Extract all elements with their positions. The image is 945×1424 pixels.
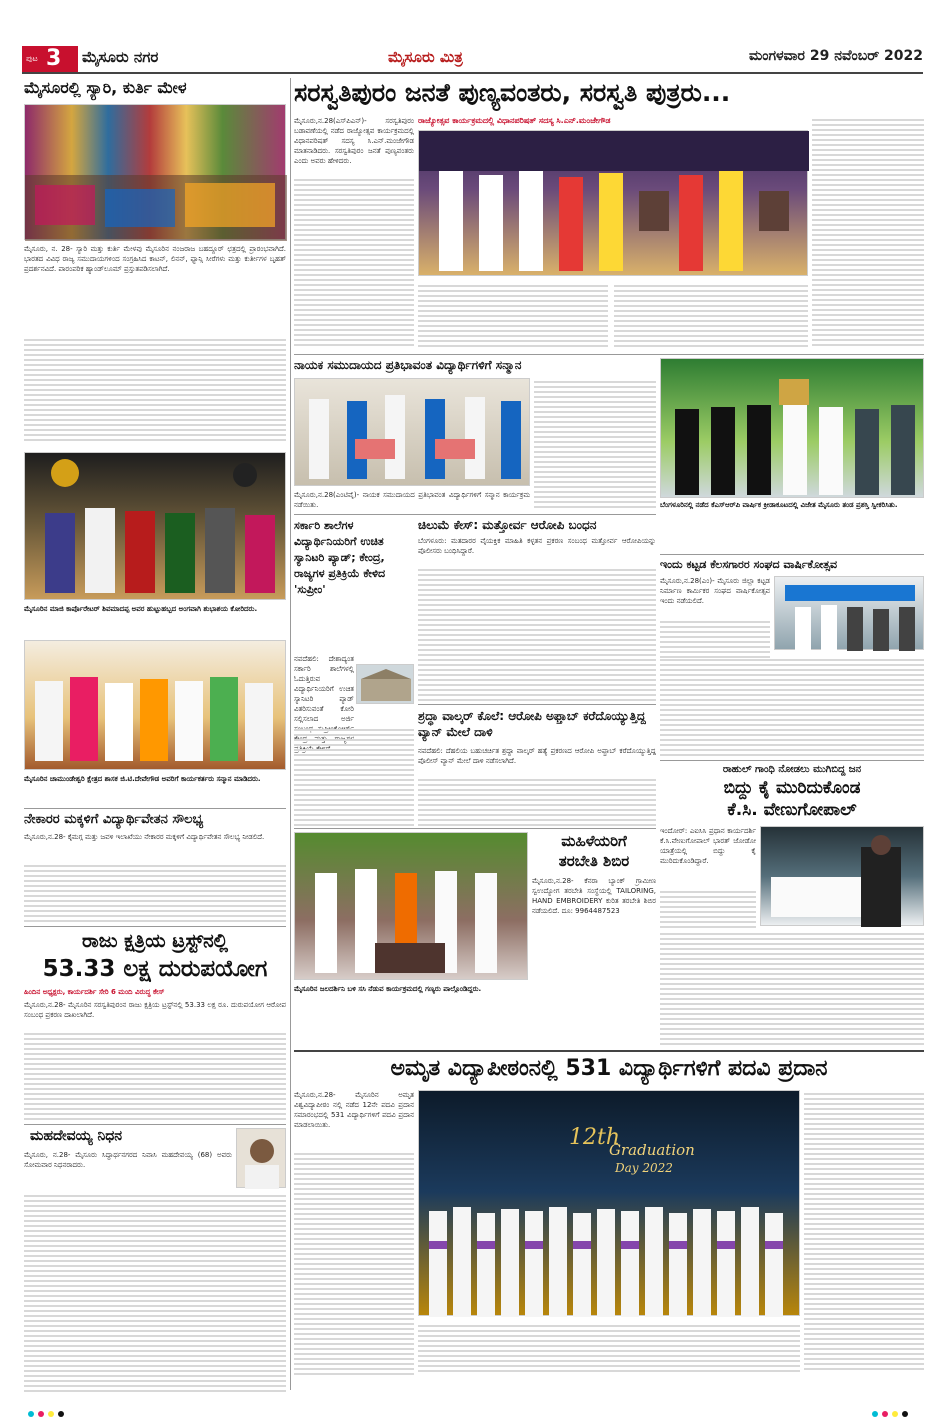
nayaka-body-continued [534, 378, 656, 510]
rule-amrita [294, 1050, 924, 1052]
masthead: ಮೈಸೂರು ಮಿತ್ರ [388, 48, 463, 66]
mahadevaiah-body: ಮೈಸೂರು, ನ.28- ಮೈಸೂರು ಸಿದ್ಧಾರ್ಥನಗರದ ನಿವಾಸಿ ಮಹದೇವಯ್ಯ (68) ಅವರು ಸೋಮವಾರ ನಿಧನರಾದರು. [24, 1151, 232, 1169]
graduation-banner-2: Graduation [609, 1141, 695, 1159]
building-body-continued-2 [660, 656, 924, 756]
nekara-body-continued [24, 862, 286, 922]
building-body-continued [660, 618, 770, 658]
felicitation-photo [24, 640, 286, 770]
mahila-headline-2: ತರಬೇತಿ ಶಿಬಿರ [558, 852, 630, 870]
shraddha-body-continued [418, 776, 656, 826]
saree-body: ಮೈಸೂರು, ನ. 28- ಸ್ಯಾರಿ ಮತ್ತು ಕುರ್ತಿ ಮೇಳವು ಮೈಸೂರಿನ ನಂಜರಾಜ ಬಹದ್ದೂರ್ ಛತ್ರದಲ್ಲಿ ಪ್ರಾರಂಭವಾಗಿದೆ. ಭಾರತದ ವಿವಿಧ ರಾಜ್ಯ ಸಮುದಾಯಗಳಿಂದ ಸಂಗ್ರಹಿಸಿದ ಕಾಟನ್, ಲಿನನ್, ಫ್ಯಾನ್ಸಿ ಸೀರೆಗಳು ಮತ್ತು ಕುರ್ತೀಗಳ ಬೃಹತ್ ಪ್ರದರ್ಶನವಿದೆ. ಪಾರಂಪರಿಕ ಹ್ಯಾಂಡ್‌ಲೂಮ್ ಪ್ರಸ್ತುತಪಡಿಸಲಾಗಿದೆ. [24, 245, 286, 273]
tree-event-photo [294, 832, 528, 980]
column-rule [290, 78, 291, 1390]
saree-headline: ಮೈಸೂರಲ್ಲಿ ಸ್ಯಾರಿ, ಕುರ್ತಿ ಮೇಳ [24, 78, 187, 97]
page-label: ಪುಟ [26, 54, 38, 63]
graduation-photo [418, 1090, 800, 1316]
amrita-col-bottom [418, 1322, 800, 1376]
page-number: 3 [46, 46, 62, 71]
saraswathipuram-subhead: ರಾಜ್ಯೋತ್ಸವ ಕಾರ್ಯಕ್ರಮದಲ್ಲಿ ವಿಧಾನಪರಿಷತ್ ಸದಸ್ಯ ಸಿ.ಎನ್.ಮಂಜೇಗೌಡ [418, 116, 611, 125]
section-title: ಮೈಸೂರು ನಗರ [82, 48, 159, 66]
rahul-headline-2: ಬಿದ್ದು ಕೈ ಮುರಿದುಕೊಂಡ [723, 778, 861, 798]
birthday-caption: ಮೈಸೂರಿನ ಮಾಜಿ ಕಾರ್ಪೊರೇಟರ್ ಶಿವಮಾದಪ್ಪ ಅವರ ಹುಟ್ಟುಹಬ್ಬದ ಅಂಗವಾಗಿ ಶುಭಾಶಯ ಕೋರಿದರು. [24, 605, 258, 613]
rahul-headline-3: ಕೆ.ಸಿ. ವೇಣುಗೋಪಾಲ್ [727, 800, 857, 820]
nayaka-headline: ನಾಯಕ ಸಮುದಾಯದ ಪ್ರತಿಭಾವಂತ ವಿದ್ಯಾರ್ಥಿಗಳಿಗೆ ಸನ್ಮಾನ [294, 358, 522, 372]
issue-date: ಮಂಗಳವಾರ 29 ನವೆಂಬರ್ 2022 [748, 48, 923, 64]
raju-subhead: ಹಿಂದಿನ ಅಧ್ಯಕ್ಷರು, ಕಾರ್ಯದರ್ಶಿ ಸೇರಿ 6 ಮಂದಿ ವಿರುದ್ಧ ಕೇಸ್ [24, 988, 165, 996]
nekara-headline: ನೇಕಾರರ ಮಕ್ಕಳಿಗೆ ವಿದ್ಯಾರ್ಥಿವೇತನ ಸೌಲಭ್ಯ [24, 812, 204, 827]
rahul-body-continued [660, 888, 756, 928]
supreme-court-photo [356, 664, 414, 704]
tree-event-caption: ಮೈಸೂರಿನ ಜಲದರ್ಶಿನಿ ಬಳಿ ಸಸಿ ನೆಡುವ ಕಾರ್ಯಕ್ರಮದಲ್ಲಿ ಗಣ್ಯರು ಪಾಲ್ಗೊಂಡಿದ್ದರು. [294, 985, 482, 993]
rule-left-3 [24, 1124, 286, 1125]
mahadevaiah-headline: ಮಹದೇವಯ್ಯ ನಿಧನ [30, 1128, 123, 1144]
rahul-body-continued-2 [660, 930, 924, 1046]
saraswathipuram-col3 [614, 282, 808, 350]
mahadevaiah-body-continued [24, 1192, 286, 1392]
chilume-body-continued [418, 566, 656, 702]
print-registration-marks [26, 1404, 86, 1414]
raju-body-continued [24, 1030, 286, 1120]
raju-body: ಮೈಸೂರು,ನ.28- ಮೈಸೂರಿನ ಸರಸ್ವತಿಪುರಂನ ರಾಜು ಕ್ಷತ್ರಿಯ ಟ್ರಸ್ಟ್‌ನಲ್ಲಿ 53.33 ಲಕ್ಷ ರೂ. ದುರುಪಯೋಗ ಆರೋಪ ಸಂಬಂಧ ಪ್ರಕರಣ ದಾಖಲಾಗಿದೆ. [24, 1001, 286, 1019]
chilume-body: ಬೆಂಗಳೂರು: ಮತದಾರರ ವೈಯಕ್ತಿಕ ಮಾಹಿತಿ ಕಳ್ಳತನ ಪ್ರಕರಣ ಸಂಬಂಧ ಮತ್ತೋರ್ವ ಆರೋಪಿಯನ್ನು ಪೊಲೀಸರು ಬಂಧಿಸಿದ್ದಾರೆ. [418, 537, 656, 555]
raju-headline-2: 53.33 ಲಕ್ಷ ದುರುಪಯೋಗ [42, 956, 268, 982]
sports-caption: ಬೆಂಗಳೂರಿನಲ್ಲಿ ನಡೆದ ಕೆಎಸ್‌ಆರ್‌ಪಿ ವಾರ್ಷಿಕ ಕ್ರೀಡಾಕೂಟದಲ್ಲಿ ವಿಜೇತ ಮೈಸೂರು ತಂಡ ಪ್ರಶಸ್ತಿ ಸ್ವೀಕರಿಸಿತು. [660, 501, 898, 509]
header-rule [22, 72, 923, 74]
building-headline: ಇಂದು ಕಟ್ಟಡ ಕೆಲಸಗಾರರ ಸಂಘದ ವಾರ್ಷಿಕೋತ್ಸವ [660, 558, 838, 571]
building-body: ಮೈಸೂರು,ನ.28(ಎಂ)- ಮೈಸೂರು ಜಿಲ್ಲಾ ಕಟ್ಟಡ ನಿರ್ಮಾಣ ಕಾರ್ಮಿಕರ ಸಂಘದ ವಾರ್ಷಿಕೋತ್ಸವ ಇಂದು ನಡೆಯಲಿದೆ. [660, 577, 770, 605]
rule-left-2 [24, 926, 286, 927]
rule-left-1 [24, 808, 286, 809]
rule-mid-3 [418, 704, 656, 705]
shraddha-body: ನವದೆಹಲಿ: ದೆಹಲಿಯ ಬಹುಚರ್ಚಿತ ಶ್ರದ್ಧಾ ವಾಲ್ಕರ್ ಹತ್ಯೆ ಪ್ರಕರಣದ ಆರೋಪಿ ಅಫ್ತಾಬ್ ಕರೆದೊಯ್ಯುತ್ತಿದ್ದ ಪೊಲೀಸ್ ವ್ಯಾನ್ ಮೇಲೆ ದಾಳಿ ನಡೆಸಲಾಗಿದೆ. [418, 747, 656, 765]
supreme-body: ನವದೆಹಲಿ: ದೇಶಾದ್ಯಂತ ಸರ್ಕಾರಿ ಶಾಲೆಗಳಲ್ಲಿ ಓದುತ್ತಿರುವ ವಿದ್ಯಾರ್ಥಿನಿಯರಿಗೆ ಉಚಿತ ಸ್ಯಾನಿಟರಿ ಪ್ಯಾಡ್ ವಿತರಿಸುವಂತೆ ಕೋರಿ ಸಲ್ಲಿಸಲಾದ ಅರ್ಜಿ [294, 655, 354, 723]
saraswathipuram-body: ಮೈಸೂರು,ನ.28(ಎಸ್‌ಪಿಎನ್)- ಸರಸ್ವತಿಪುರಂ ಬಡಾವಣೆಯಲ್ಲಿ ನಡೆದ ರಾಜ್ಯೋತ್ಸವ ಕಾರ್ಯಕ್ರಮದಲ್ಲಿ ವಿಧಾನಪರಿಷತ್ ಸದಸ್ಯ ಸಿ.ಎನ್.ಮಂಜೇಗೌಡ ಮಾತನಾಡಿದರು. ಸರಸ್ವತಿಪುರಂ ಜನತೆ ಪುಣ್ಯವಂತರು ಎಂದು ಅವರು ಹೇಳಿದರು. [294, 117, 414, 165]
chilume-headline: ಚಿಲುಮೆ ಕೇಸ್: ಮತ್ತೋರ್ವ ಆರೋಪಿ ಬಂಧನ [418, 518, 597, 532]
nekara-body: ಮೈಸೂರು,ನ.28- ಕೈಮಗ್ಗ ಮತ್ತು ಜವಳಿ ಇಲಾಖೆಯು ನೇಕಾರರ ಮಕ್ಕಳಿಗೆ ವಿದ್ಯಾರ್ಥಿವೇತನ ಸೌಲಭ್ಯ ನೀಡಲಿದೆ. [24, 833, 265, 841]
supreme-headline: ಸರ್ಕಾರಿ ಶಾಲೆಗಳ ವಿದ್ಯಾರ್ಥಿನಿಯರಿಗೆ ಉಚಿತ ಸ್ಯಾನಿಟರಿ ಪ್ಯಾಡ್; ಕೇಂದ್ರ, ರಾಜ್ಯಗಳ ಪ್ರತಿಕ್ರಿಯೆ ಕೇಳಿದ 'ಸುಪ್ರೀಂ' [294, 519, 386, 596]
amrita-headline: ಅಮೃತ ವಿದ್ಯಾಪೀಠಂನಲ್ಲಿ 531 ವಿದ್ಯಾರ್ಥಿಗಳಿಗೆ ಪದವಿ ಪ್ರದಾನ [390, 1056, 828, 1081]
rule-right-1 [660, 554, 924, 555]
rule-right-2 [660, 760, 924, 761]
mahila-body: ಮೈಸೂರು,ನ.28- ಕೆನರಾ ಬ್ಯಾಂಕ್ ಗ್ರಾಮೀಣ ಸ್ವಉದ್ಯೋಗ ತರಬೇತಿ ಸಂಸ್ಥೆಯಲ್ಲಿ TAILORING, HAND EMBROIDERY ಕುರಿತ ತರಬೇತಿ ಶಿಬಿರ ನಡೆಯಲಿದೆ. ದೂ: 9964487523 [532, 877, 656, 915]
supreme-body-continued [294, 726, 414, 826]
rajyotsava-photo [418, 130, 808, 276]
amrita-col-right [804, 1090, 924, 1376]
saree-body-continued [24, 336, 286, 446]
saraswathipuram-col4 [812, 116, 924, 350]
shraddha-headline: ಶ್ರದ್ಧಾ ವಾಲ್ಕರ್ ಕೊಲೆ: ಆರೋಪಿ ಅಫ್ತಾಬ್ ಕರೆದೊಯ್ಯುತ್ತಿದ್ದ ವ್ಯಾನ್ ಮೇಲೆ ದಾಳಿ [418, 709, 646, 739]
mahadevaiah-portrait [236, 1128, 286, 1188]
rahul-body: ಇಂದೋರ್: ಎಐಸಿಸಿ ಪ್ರಧಾನ ಕಾರ್ಯದರ್ಶಿ ಕೆ.ಸಿ.ವೇಣುಗೋಪಾಲ್ ಭಾರತ್ ಜೋಡೋ ಯಾತ್ರೆಯಲ್ಲಿ ಬಿದ್ದು ಕೈ ಮುರಿದುಕೊಂಡಿದ್ದಾರೆ. [660, 827, 756, 865]
building-photo [774, 576, 924, 650]
rule-mid-4 [294, 828, 656, 829]
page-badge [22, 46, 78, 72]
nayaka-body: ಮೈಸೂರು,ನ.28(ಎಂಟಿವೈ)- ನಾಯಕ ಸಮುದಾಯದ ಪ್ರತಿಭಾವಂತ ವಿದ್ಯಾರ್ಥಿಗಳಿಗೆ ಸನ್ಮಾನ ಕಾರ್ಯಕ್ರಮ ನಡೆಯಿತು. [294, 491, 530, 509]
saraswathipuram-headline: ಸರಸ್ವತಿಪುರಂ ಜನತೆ ಪುಣ್ಯವಂತರು, ಸರಸ್ವತಿ ಪುತ್ರರು... [294, 78, 731, 107]
birthday-photo [24, 452, 286, 600]
raju-headline-1: ರಾಜು ಕ್ಷತ್ರಿಯ ಟ್ರಸ್ಟ್‌ನಲ್ಲಿ [81, 930, 229, 952]
mahila-headline-1: ಮಹಿಳೆಯರಿಗೆ [561, 832, 627, 850]
nayaka-photo [294, 378, 530, 486]
saraswathipuram-body-continued [294, 176, 414, 346]
saree-photo [24, 104, 286, 240]
rule-mid-2 [294, 514, 656, 515]
amrita-body: ಮೈಸೂರು,ನ.28- ಮೈಸೂರಿನ ಅಮೃತ ವಿಶ್ವವಿದ್ಯಾಪೀಠಂ ನಲ್ಲಿ ನಡೆದ 12ನೇ ಪದವಿ ಪ್ರದಾನ ಸಮಾರಂಭದಲ್ಲಿ 531 ವಿದ್ಯಾರ್ಥಿಗಳಿಗೆ ಪದವಿ ಪ್ರದಾನ ಮಾಡಲಾಯಿತು. [294, 1091, 414, 1129]
graduation-banner-3: Day 2022 [615, 1161, 673, 1175]
felicitation-caption: ಮೈಸೂರಿನ ಚಾಮುಂಡೇಶ್ವರಿ ಕ್ಷೇತ್ರದ ಶಾಸಕ ಜಿ.ಟಿ.ದೇವೇಗೌಡ ಅವರಿಗೆ ಕಾರ್ಯಕರ್ತರು ಸನ್ಮಾನ ಮಾಡಿದರು. [24, 775, 261, 783]
rahul-headline-1: ರಾಹುಲ್ ಗಾಂಧಿ ನೋಡಲು ಮುಗಿಬಿದ್ದ ಜನ [722, 764, 862, 775]
print-registration-marks-right [870, 1404, 930, 1414]
rule-mid-1 [294, 354, 924, 355]
venugopal-photo [760, 826, 924, 926]
amrita-body-continued [294, 1150, 414, 1376]
header-bar [22, 46, 923, 74]
saraswathipuram-col2 [418, 282, 608, 350]
sports-photo [660, 358, 924, 498]
graduation-banner-1: 12th [569, 1125, 621, 1150]
